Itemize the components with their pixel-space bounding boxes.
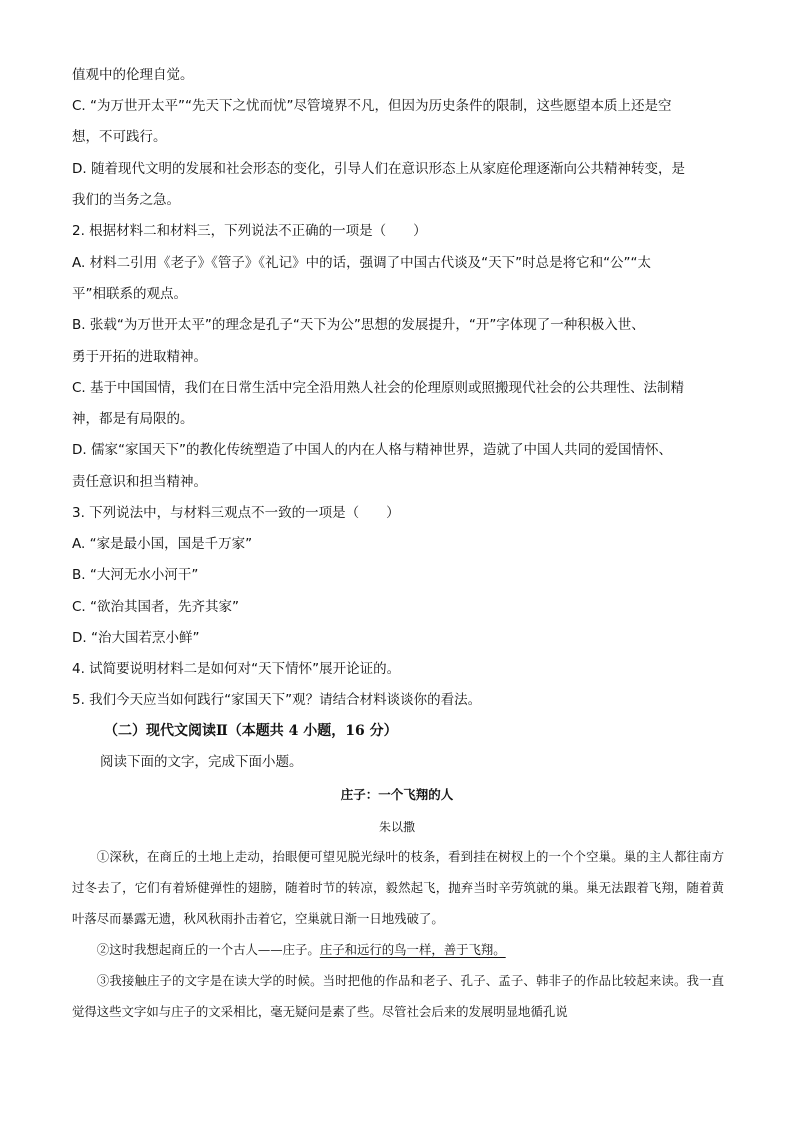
option-c-line-2: 想，不可践行。 [72,129,167,145]
option-d-line-1: D. 随着现代文明的发展和社会形态的变化，引导人们在意识形态上从家庭伦理逐渐向公共精神转变，是 [72,161,685,177]
paragraph-2-text: ②这时我想起商丘的一个古人——庄子。 [96,942,320,957]
article-title: 庄子：一个飞翔的人 [340,787,454,802]
q3-option-d: D. “治大国若烹小鲜” [72,630,200,646]
q2-option-a-line-2: 平”相联系的观点。 [72,286,187,302]
question-4: 4. 试简要说明材料二是如何对“天下情怀”展开论证的。 [72,661,401,677]
q2-option-b-line-2: 勇于开拓的进取精神。 [72,349,207,365]
option-d-line-2: 我们的当务之急。 [72,192,180,208]
q3-option-c: C. “欲治其国者，先齐其家” [72,599,239,615]
q3-option-a: A. “家是最小国，国是千万家” [72,536,253,552]
option-c-line-1: C. “为万世开太平”“先天下之忧而忧”尽管境界不凡，但因为历史条件的限制，这些愿望本质上还是空 [72,98,672,114]
q2-option-d-line-2: 责任意识和担当精神。 [72,474,207,490]
q2-option-c-line-2: 神，都是有局限的。 [72,411,194,427]
article-paragraph-3: ③我接触庄子的文字是在读大学的时候。当时把他的作品和老子、孔子、孟子、韩非子的作品比较起来读。我一直觉得这些文字如与庄子的文采相比，毫无疑问是素了些。尽管社会后来的发展明显地循孔说 [72,973,724,1019]
q2-option-b-line-1: B. 张载“为万世开太平”的理念是孔子“天下为公”思想的发展提升，“开”字体现了一种积极入世、 [72,317,645,333]
question-2: 2. 根据材料二和材料三，下列说法不正确的一项是（ ） [72,223,427,239]
q2-option-c-line-1: C. 基于中国国情，我们在日常生活中完全沿用熟人社会的伦理原则或照搬现代社会的公共理性、法制精 [72,380,685,396]
q2-option-a-line-1: A. 材料二引用《老子》《管子》《礼记》中的话，强调了中国古代谈及“天下”时总是将它和“公”“太 [72,255,652,271]
text-line: 值观中的伦理自觉。 [72,67,194,83]
question-3: 3. 下列说法中，与材料三观点不一致的一项是（ ） [72,505,400,521]
article-paragraph-2 [72,934,724,965]
q3-option-b: B. “大河无水小河干” [72,567,199,583]
section-instruction: 阅读下面的文字，完成下面小题。 [100,754,303,770]
section-heading: （二）现代文阅读Ⅱ（本题共 4 小题，16 分） [104,723,398,739]
article-author: 朱以撒 [378,820,415,834]
q2-option-d-line-1: D. 儒家“家国天下”的教化传统塑造了中国人的内在人格与精神世界，造就了中国人共同的爱国情怀、 [72,442,672,458]
paragraph-2-underlined-text: 庄子和远行的鸟一样，善于飞翔。 [319,942,506,957]
question-5: 5. 我们今天应当如何践行“家国天下”观？请结合材料谈谈你的看法。 [72,692,482,708]
article-paragraph-1: ①深秋，在商丘的土地上走动，抬眼便可望见脱光绿叶的枝条，看到挂在树杈上的一个个空巢。巢的主人都往南方过冬去了，它们有着矫健弹性的翅膀，随着时节的转凉，毅然起飞，抛弃当时辛劳筑就的巢。巢无法跟着飞翔，随着黄叶落尽而暴露无遗，秋风秋雨扑击着它，空巢就日渐一日地残破了。 [72,849,724,926]
